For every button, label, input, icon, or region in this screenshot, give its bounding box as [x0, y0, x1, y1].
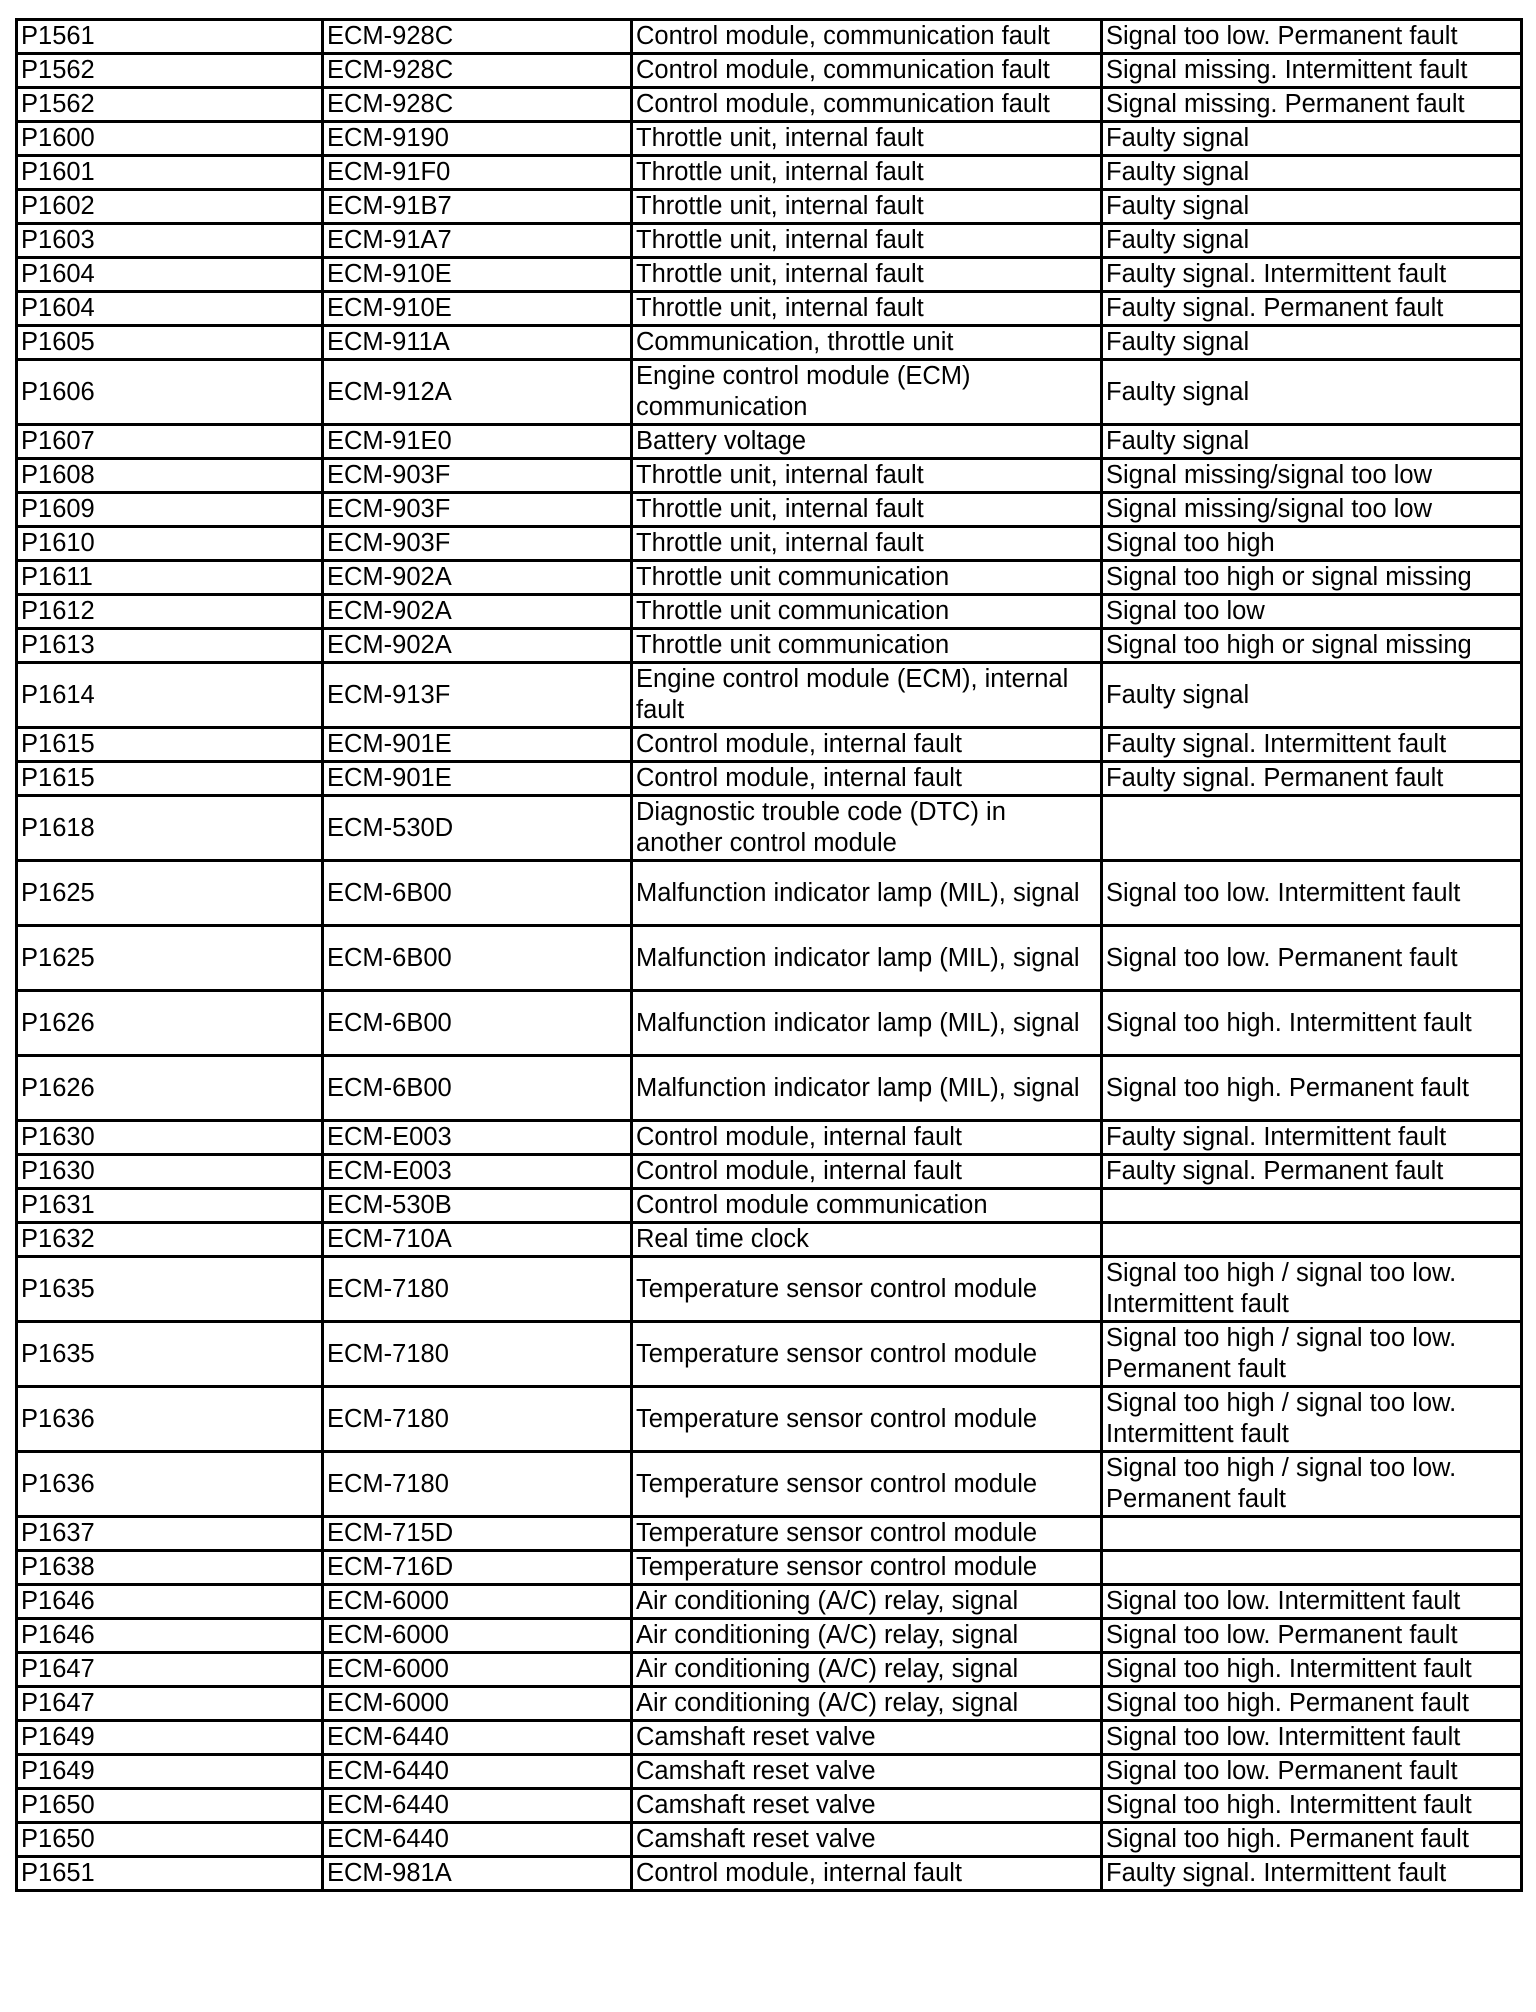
ecm-code-cell: ECM-912A	[323, 360, 632, 425]
table-row	[17, 1755, 1522, 1789]
component-cell: Malfunction indicator lamp (MIL), signal	[632, 1056, 1102, 1121]
fault-type-cell	[1102, 1189, 1522, 1223]
component-cell: Throttle unit communication	[632, 595, 1102, 629]
dtc-code-cell: P1630	[17, 1155, 323, 1189]
ecm-code-cell: ECM-902A	[323, 595, 632, 629]
fault-type-cell	[1102, 796, 1522, 861]
component-cell: Temperature sensor control module	[632, 1551, 1102, 1585]
table-row	[17, 595, 1522, 629]
ecm-code-cell: ECM-928C	[323, 88, 632, 122]
ecm-code-cell: ECM-903F	[323, 459, 632, 493]
dtc-code-cell: P1607	[17, 425, 323, 459]
ecm-code-cell: ECM-913F	[323, 663, 632, 728]
ecm-code-cell: ECM-6B00	[323, 926, 632, 991]
fault-type-cell	[1102, 1223, 1522, 1257]
dtc-code-cell: P1647	[17, 1687, 323, 1721]
component-cell: Engine control module (ECM) communication	[632, 360, 1102, 425]
fault-type-cell: Signal too low. Permanent fault	[1102, 926, 1522, 991]
table-row	[17, 728, 1522, 762]
table-row	[17, 991, 1522, 1056]
dtc-code-cell: P1611	[17, 561, 323, 595]
fault-type-cell: Signal too low. Permanent fault	[1102, 1619, 1522, 1653]
component-cell: Control module, internal fault	[632, 1121, 1102, 1155]
table-row	[17, 926, 1522, 991]
dtc-code-cell: P1612	[17, 595, 323, 629]
ecm-code-cell: ECM-7180	[323, 1257, 632, 1322]
dtc-code-cell: P1626	[17, 991, 323, 1056]
fault-type-cell: Signal too high. Intermittent fault	[1102, 1789, 1522, 1823]
table-row	[17, 1687, 1522, 1721]
component-cell: Air conditioning (A/C) relay, signal	[632, 1619, 1102, 1653]
ecm-code-cell: ECM-928C	[323, 54, 632, 88]
dtc-code-cell: P1646	[17, 1585, 323, 1619]
component-cell: Control module, communication fault	[632, 20, 1102, 54]
table-row	[17, 459, 1522, 493]
table-row	[17, 493, 1522, 527]
component-cell: Control module, internal fault	[632, 762, 1102, 796]
fault-type-cell	[1102, 1551, 1522, 1585]
ecm-code-cell: ECM-910E	[323, 258, 632, 292]
ecm-code-cell: ECM-6440	[323, 1789, 632, 1823]
ecm-code-cell: ECM-901E	[323, 728, 632, 762]
dtc-code-cell: P1608	[17, 459, 323, 493]
dtc-code-cell: P1649	[17, 1721, 323, 1755]
dtc-code-cell: P1651	[17, 1857, 323, 1891]
table-row	[17, 1551, 1522, 1585]
ecm-code-cell: ECM-911A	[323, 326, 632, 360]
table-row	[17, 1056, 1522, 1121]
ecm-code-cell: ECM-6B00	[323, 991, 632, 1056]
dtc-code-cell: P1600	[17, 122, 323, 156]
fault-type-cell: Signal too high / signal too low. Permanent fault	[1102, 1452, 1522, 1517]
dtc-table-body	[17, 20, 1522, 1891]
ecm-code-cell: ECM-901E	[323, 762, 632, 796]
table-row	[17, 1452, 1522, 1517]
ecm-code-cell: ECM-7180	[323, 1387, 632, 1452]
table-row	[17, 663, 1522, 728]
component-cell: Throttle unit, internal fault	[632, 224, 1102, 258]
ecm-code-cell: ECM-9190	[323, 122, 632, 156]
fault-type-cell: Signal missing. Permanent fault	[1102, 88, 1522, 122]
component-cell: Air conditioning (A/C) relay, signal	[632, 1585, 1102, 1619]
table-row	[17, 1517, 1522, 1551]
component-cell: Temperature sensor control module	[632, 1517, 1102, 1551]
fault-type-cell: Faulty signal	[1102, 156, 1522, 190]
fault-type-cell: Faulty signal. Intermittent fault	[1102, 1857, 1522, 1891]
fault-type-cell: Faulty signal	[1102, 326, 1522, 360]
dtc-code-cell: P1604	[17, 258, 323, 292]
dtc-code-cell: P1631	[17, 1189, 323, 1223]
table-row	[17, 861, 1522, 926]
fault-type-cell: Signal too high. Permanent fault	[1102, 1056, 1522, 1121]
ecm-code-cell: ECM-6000	[323, 1585, 632, 1619]
dtc-code-cell: P1613	[17, 629, 323, 663]
ecm-code-cell: ECM-902A	[323, 561, 632, 595]
table-row	[17, 1223, 1522, 1257]
table-row	[17, 1257, 1522, 1322]
table-row	[17, 224, 1522, 258]
component-cell: Control module, communication fault	[632, 54, 1102, 88]
table-row	[17, 20, 1522, 54]
dtc-code-cell: P1626	[17, 1056, 323, 1121]
dtc-code-cell: P1562	[17, 88, 323, 122]
fault-type-cell: Faulty signal. Permanent fault	[1102, 1155, 1522, 1189]
fault-type-cell: Signal too low. Permanent fault	[1102, 1755, 1522, 1789]
fault-type-cell: Faulty signal	[1102, 122, 1522, 156]
component-cell: Camshaft reset valve	[632, 1823, 1102, 1857]
dtc-code-cell: P1635	[17, 1322, 323, 1387]
dtc-code-cell: P1630	[17, 1121, 323, 1155]
fault-type-cell: Signal too high / signal too low. Intermittent fault	[1102, 1387, 1522, 1452]
ecm-code-cell: ECM-981A	[323, 1857, 632, 1891]
ecm-code-cell: ECM-902A	[323, 629, 632, 663]
component-cell: Throttle unit, internal fault	[632, 258, 1102, 292]
dtc-code-cell: P1602	[17, 190, 323, 224]
component-cell: Air conditioning (A/C) relay, signal	[632, 1653, 1102, 1687]
fault-type-cell: Signal missing/signal too low	[1102, 459, 1522, 493]
table-row	[17, 360, 1522, 425]
table-row	[17, 796, 1522, 861]
table-row	[17, 1121, 1522, 1155]
component-cell: Communication, throttle unit	[632, 326, 1102, 360]
dtc-code-cell: P1614	[17, 663, 323, 728]
fault-type-cell: Signal too high	[1102, 527, 1522, 561]
fault-type-cell: Faulty signal. Intermittent fault	[1102, 728, 1522, 762]
fault-type-cell: Faulty signal	[1102, 425, 1522, 459]
table-row	[17, 326, 1522, 360]
component-cell: Camshaft reset valve	[632, 1755, 1102, 1789]
ecm-code-cell: ECM-91A7	[323, 224, 632, 258]
table-row	[17, 629, 1522, 663]
table-row	[17, 122, 1522, 156]
ecm-code-cell: ECM-6B00	[323, 1056, 632, 1121]
fault-type-cell: Signal too low. Permanent fault	[1102, 20, 1522, 54]
component-cell: Camshaft reset valve	[632, 1721, 1102, 1755]
fault-type-cell: Signal missing. Intermittent fault	[1102, 54, 1522, 88]
ecm-code-cell: ECM-7180	[323, 1322, 632, 1387]
component-cell: Throttle unit, internal fault	[632, 190, 1102, 224]
table-row	[17, 762, 1522, 796]
table-row	[17, 527, 1522, 561]
ecm-code-cell: ECM-928C	[323, 20, 632, 54]
ecm-code-cell: ECM-6440	[323, 1721, 632, 1755]
dtc-code-cell: P1603	[17, 224, 323, 258]
ecm-code-cell: ECM-6000	[323, 1619, 632, 1653]
component-cell: Control module, internal fault	[632, 728, 1102, 762]
table-row	[17, 190, 1522, 224]
ecm-code-cell: ECM-6000	[323, 1687, 632, 1721]
component-cell: Air conditioning (A/C) relay, signal	[632, 1687, 1102, 1721]
dtc-code-cell: P1637	[17, 1517, 323, 1551]
fault-type-cell: Faulty signal. Intermittent fault	[1102, 258, 1522, 292]
component-cell: Throttle unit communication	[632, 629, 1102, 663]
ecm-code-cell: ECM-91B7	[323, 190, 632, 224]
component-cell: Malfunction indicator lamp (MIL), signal	[632, 991, 1102, 1056]
component-cell: Control module, internal fault	[632, 1155, 1102, 1189]
fault-type-cell: Faulty signal. Permanent fault	[1102, 762, 1522, 796]
table-row	[17, 1322, 1522, 1387]
dtc-code-cell: P1610	[17, 527, 323, 561]
component-cell: Battery voltage	[632, 425, 1102, 459]
fault-type-cell: Signal too low. Intermittent fault	[1102, 861, 1522, 926]
fault-type-cell: Signal too high. Intermittent fault	[1102, 991, 1522, 1056]
dtc-code-cell: P1632	[17, 1223, 323, 1257]
fault-type-cell: Signal too low	[1102, 595, 1522, 629]
dtc-code-cell: P1625	[17, 926, 323, 991]
table-row	[17, 561, 1522, 595]
component-cell: Throttle unit, internal fault	[632, 527, 1102, 561]
ecm-code-cell: ECM-716D	[323, 1551, 632, 1585]
fault-type-cell: Signal too high or signal missing	[1102, 629, 1522, 663]
dtc-code-cell: P1638	[17, 1551, 323, 1585]
ecm-code-cell: ECM-91F0	[323, 156, 632, 190]
dtc-code-cell: P1605	[17, 326, 323, 360]
dtc-code-cell: P1618	[17, 796, 323, 861]
component-cell: Malfunction indicator lamp (MIL), signal	[632, 861, 1102, 926]
component-cell: Control module, communication fault	[632, 88, 1102, 122]
component-cell: Real time clock	[632, 1223, 1102, 1257]
table-row	[17, 1619, 1522, 1653]
table-row	[17, 1857, 1522, 1891]
ecm-code-cell: ECM-6440	[323, 1755, 632, 1789]
component-cell: Temperature sensor control module	[632, 1452, 1102, 1517]
component-cell: Diagnostic trouble code (DTC) in another control module	[632, 796, 1102, 861]
dtc-table	[15, 18, 1523, 1892]
table-row	[17, 1721, 1522, 1755]
fault-type-cell: Faulty signal	[1102, 663, 1522, 728]
fault-type-cell: Signal too high. Permanent fault	[1102, 1687, 1522, 1721]
dtc-code-cell: P1615	[17, 762, 323, 796]
fault-type-cell: Signal too high / signal too low. Intermittent fault	[1102, 1257, 1522, 1322]
table-row	[17, 425, 1522, 459]
table-row	[17, 292, 1522, 326]
ecm-code-cell: ECM-6440	[323, 1823, 632, 1857]
table-row	[17, 1155, 1522, 1189]
component-cell: Engine control module (ECM), internal fault	[632, 663, 1102, 728]
fault-type-cell: Signal too high. Permanent fault	[1102, 1823, 1522, 1857]
dtc-code-cell: P1636	[17, 1387, 323, 1452]
component-cell: Malfunction indicator lamp (MIL), signal	[632, 926, 1102, 991]
dtc-code-cell: P1606	[17, 360, 323, 425]
component-cell: Control module, internal fault	[632, 1857, 1102, 1891]
table-row	[17, 1189, 1522, 1223]
table-row	[17, 1653, 1522, 1687]
ecm-code-cell: ECM-910E	[323, 292, 632, 326]
fault-type-cell	[1102, 1517, 1522, 1551]
fault-type-cell: Faulty signal. Intermittent fault	[1102, 1121, 1522, 1155]
ecm-code-cell: ECM-6000	[323, 1653, 632, 1687]
dtc-code-cell: P1601	[17, 156, 323, 190]
fault-type-cell: Faulty signal. Permanent fault	[1102, 292, 1522, 326]
dtc-code-cell: P1625	[17, 861, 323, 926]
ecm-code-cell: ECM-530D	[323, 796, 632, 861]
ecm-code-cell: ECM-903F	[323, 527, 632, 561]
ecm-code-cell: ECM-710A	[323, 1223, 632, 1257]
fault-type-cell: Signal too low. Intermittent fault	[1102, 1721, 1522, 1755]
dtc-code-cell: P1609	[17, 493, 323, 527]
dtc-code-cell: P1650	[17, 1823, 323, 1857]
ecm-code-cell: ECM-6B00	[323, 861, 632, 926]
table-row	[17, 1789, 1522, 1823]
dtc-code-cell: P1647	[17, 1653, 323, 1687]
fault-type-cell: Signal too low. Intermittent fault	[1102, 1585, 1522, 1619]
component-cell: Camshaft reset valve	[632, 1789, 1102, 1823]
table-row	[17, 156, 1522, 190]
component-cell: Temperature sensor control module	[632, 1322, 1102, 1387]
component-cell: Throttle unit, internal fault	[632, 493, 1102, 527]
component-cell: Throttle unit, internal fault	[632, 459, 1102, 493]
dtc-code-cell: P1636	[17, 1452, 323, 1517]
table-row	[17, 1585, 1522, 1619]
dtc-code-cell: P1649	[17, 1755, 323, 1789]
dtc-code-cell: P1650	[17, 1789, 323, 1823]
component-cell: Temperature sensor control module	[632, 1387, 1102, 1452]
component-cell: Throttle unit communication	[632, 561, 1102, 595]
table-row	[17, 54, 1522, 88]
table-row	[17, 258, 1522, 292]
fault-type-cell: Signal too high / signal too low. Permanent fault	[1102, 1322, 1522, 1387]
dtc-code-cell: P1604	[17, 292, 323, 326]
ecm-code-cell: ECM-903F	[323, 493, 632, 527]
fault-type-cell: Faulty signal	[1102, 224, 1522, 258]
dtc-code-cell: P1562	[17, 54, 323, 88]
fault-type-cell: Signal too high. Intermittent fault	[1102, 1653, 1522, 1687]
component-cell: Temperature sensor control module	[632, 1257, 1102, 1322]
ecm-code-cell: ECM-715D	[323, 1517, 632, 1551]
dtc-code-cell: P1615	[17, 728, 323, 762]
ecm-code-cell: ECM-91E0	[323, 425, 632, 459]
table-row	[17, 88, 1522, 122]
component-cell: Throttle unit, internal fault	[632, 156, 1102, 190]
table-row	[17, 1823, 1522, 1857]
ecm-code-cell: ECM-7180	[323, 1452, 632, 1517]
dtc-code-cell: P1635	[17, 1257, 323, 1322]
dtc-code-cell: P1646	[17, 1619, 323, 1653]
ecm-code-cell: ECM-E003	[323, 1155, 632, 1189]
ecm-code-cell: ECM-530B	[323, 1189, 632, 1223]
table-row	[17, 1387, 1522, 1452]
fault-type-cell: Signal missing/signal too low	[1102, 493, 1522, 527]
component-cell: Throttle unit, internal fault	[632, 122, 1102, 156]
dtc-code-cell: P1561	[17, 20, 323, 54]
ecm-code-cell: ECM-E003	[323, 1121, 632, 1155]
fault-type-cell: Faulty signal	[1102, 360, 1522, 425]
fault-type-cell: Faulty signal	[1102, 190, 1522, 224]
component-cell: Control module communication	[632, 1189, 1102, 1223]
component-cell: Throttle unit, internal fault	[632, 292, 1102, 326]
fault-type-cell: Signal too high or signal missing	[1102, 561, 1522, 595]
